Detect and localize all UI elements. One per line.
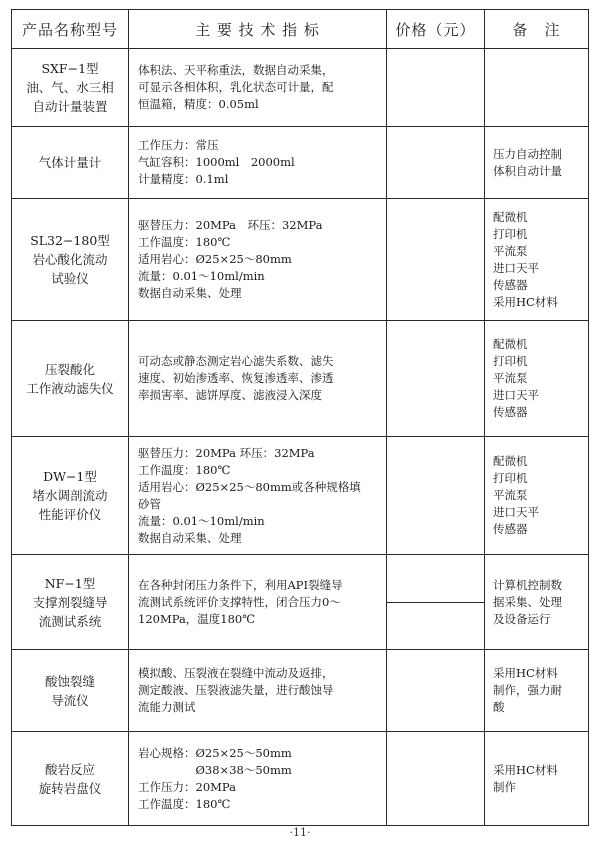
remarks-cell bbox=[485, 555, 589, 650]
product-name-cell bbox=[12, 650, 129, 732]
product-name-cell-line: 工作液动滤失仪 bbox=[26, 380, 114, 396]
header-product-name: 产品名称型号 bbox=[12, 10, 129, 49]
remarks-cell-line: 据采集、处理 bbox=[493, 594, 562, 609]
remarks-cell-line: 酸 bbox=[493, 700, 505, 714]
product-name-cell bbox=[12, 199, 129, 321]
specification-cell bbox=[129, 732, 387, 826]
product-name-cell-line: 油、气、水三相 bbox=[26, 80, 114, 95]
specification-cell-line: 在各种封闭压力条件下，利用API裂缝导 bbox=[138, 577, 343, 592]
table-row bbox=[12, 199, 589, 321]
remarks-cell-line: 体积自动计量 bbox=[493, 163, 562, 178]
product-name-cell-line: 旋转岩盘仪 bbox=[38, 780, 102, 796]
table-row bbox=[12, 437, 589, 555]
remarks-cell-line: 采用HC材料 bbox=[493, 294, 558, 309]
remarks-cell bbox=[485, 732, 589, 826]
remarks-cell-line: 打印机 bbox=[493, 226, 528, 241]
page-number: ·11· bbox=[289, 826, 311, 839]
specification-cell-line: 数据自动采集、处理 bbox=[138, 530, 242, 545]
remarks-cell-line: 打印机 bbox=[493, 354, 528, 368]
table-header-row bbox=[12, 10, 589, 49]
specification-cell-line: 工作温度：180℃ bbox=[138, 462, 231, 477]
remarks-cell-line: 配微机 bbox=[493, 337, 528, 351]
table-row bbox=[12, 321, 589, 437]
product-name-cell bbox=[12, 555, 129, 650]
price-cell bbox=[387, 650, 485, 732]
specification-cell-line: 计量精度：0.1ml bbox=[138, 172, 229, 186]
header-specifications: 主 要 技 术 指 标 bbox=[129, 10, 387, 49]
header-remarks: 备 注 bbox=[485, 10, 589, 49]
specification-cell bbox=[129, 321, 387, 437]
header-price: 价格（元） bbox=[387, 10, 485, 49]
remarks-cell-line: 传感器 bbox=[493, 522, 528, 536]
product-name-cell bbox=[12, 732, 129, 826]
remarks-cell-line: 打印机 bbox=[493, 471, 528, 485]
product-name-cell-line: 气体计量计 bbox=[38, 155, 102, 170]
specification-cell-line: 岩心规格：Ø25×25～50mm bbox=[138, 745, 292, 760]
price-cell-divided bbox=[387, 555, 484, 649]
product-name-cell bbox=[12, 437, 129, 555]
specification-cell-line: 驱替压力：20MPa 环压：32MPa bbox=[138, 218, 323, 232]
specification-cell-line: 速度、初始渗透率、恢复渗透率、渗透 bbox=[138, 371, 334, 385]
specification-cell-line: 率损害率、滤饼厚度、滤液浸入深度 bbox=[138, 388, 322, 402]
remarks-cell-line: 进口天平 bbox=[493, 505, 539, 519]
remarks-cell-line: 传感器 bbox=[493, 405, 528, 419]
specification-cell-line: 气缸容积：1000ml 2000ml bbox=[138, 155, 295, 169]
price-cell bbox=[387, 127, 485, 199]
specification-cell-line: 工作压力：20MPa bbox=[138, 779, 236, 794]
table-row bbox=[12, 732, 589, 826]
specification-cell-line: 数据自动采集、处理 bbox=[138, 286, 242, 300]
product-name-cell-line: 压裂酸化 bbox=[44, 361, 95, 377]
specification-cell-line: 流量：0.01～10ml/min bbox=[138, 269, 265, 283]
specification-cell-line: 工作温度：180℃ bbox=[138, 235, 231, 249]
price-subcell bbox=[387, 602, 484, 650]
specification-cell-line: 流能力测试 bbox=[138, 700, 196, 714]
specification-cell-line: 流量：0.01～10ml/min bbox=[138, 513, 265, 528]
product-name-cell bbox=[12, 49, 129, 127]
product-name-cell bbox=[12, 127, 129, 199]
product-name-cell-line: DW−1型 bbox=[43, 469, 97, 484]
specification-cell bbox=[129, 650, 387, 732]
specification-cell-line: 工作温度：180℃ bbox=[138, 796, 231, 811]
specification-cell bbox=[129, 199, 387, 321]
specification-cell-line: 恒温箱，精度：0.05ml bbox=[138, 97, 259, 111]
product-name-cell-line: 试验仪 bbox=[51, 271, 89, 286]
table-row bbox=[12, 555, 589, 650]
specification-cell-line: 工作压力：常压 bbox=[138, 138, 219, 152]
specification-cell-line: 流测试系统评价支撑特性，闭合压力0～ bbox=[138, 594, 341, 609]
product-name-cell-line: 酸蚀裂缝 bbox=[44, 673, 95, 689]
remarks-cell bbox=[485, 199, 589, 321]
remarks-cell-line: 进口天平 bbox=[493, 260, 539, 275]
product-name-cell-line: 岩心酸化流动 bbox=[32, 252, 108, 267]
remarks-cell-line: 采用HC材料 bbox=[493, 666, 558, 680]
remarks-cell-line: 压力自动控制 bbox=[493, 146, 562, 161]
price-subcell bbox=[387, 555, 484, 602]
product-name-cell-line: 流测试系统 bbox=[38, 613, 102, 629]
specification-cell-line: 可动态或静态测定岩心滤失系数、滤失 bbox=[138, 354, 334, 368]
specification-cell-line: 可显示各相体积，乳化状态可计量，配 bbox=[138, 80, 334, 94]
price-cell bbox=[387, 49, 485, 127]
remarks-cell-line: 及设备运行 bbox=[493, 611, 551, 626]
remarks-cell-line: 进口天平 bbox=[493, 388, 539, 402]
remarks-cell-line: 平流泵 bbox=[493, 488, 528, 502]
specification-cell-line: 砂管 bbox=[138, 496, 161, 511]
remarks-cell bbox=[485, 650, 589, 732]
remarks-cell bbox=[485, 49, 589, 127]
specification-cell-line: 适用岩心：Ø25×25～80mm或各种规格填 bbox=[138, 479, 361, 494]
specification-cell-line: 测定酸液、压裂液滤失量，进行酸蚀导 bbox=[138, 683, 334, 697]
remarks-cell-line: 计算机控制数 bbox=[493, 577, 562, 592]
remarks-cell-line: 采用HC材料 bbox=[493, 762, 558, 777]
remarks-cell-line: 制作，强力耐 bbox=[493, 683, 562, 697]
product-name-cell-line: 酸岩反应 bbox=[44, 761, 95, 777]
specification-cell-line: 体积法、天平称重法，数据自动采集， bbox=[138, 63, 334, 77]
specification-cell-line: 120MPa，温度180℃ bbox=[138, 611, 256, 626]
specification-cell bbox=[129, 49, 387, 127]
remarks-cell-line: 制作 bbox=[493, 779, 516, 794]
specification-cell-line: 驱替压力：20MPa 环压：32MPa bbox=[138, 445, 315, 460]
remarks-cell-line: 传感器 bbox=[493, 277, 528, 292]
specification-cell-line: 模拟酸、压裂液在裂缝中流动及返排， bbox=[138, 666, 334, 680]
specification-cell bbox=[129, 127, 387, 199]
product-name-cell bbox=[12, 321, 129, 437]
specification-cell-line: Ø38×38～50mm bbox=[138, 762, 292, 777]
product-name-cell-line: SL32−180型 bbox=[30, 233, 110, 248]
price-cell bbox=[387, 732, 485, 826]
product-name-cell-line: 堵水调剖流动 bbox=[32, 488, 108, 503]
remarks-cell bbox=[485, 437, 589, 555]
product-name-cell-line: 性能评价仪 bbox=[38, 507, 102, 522]
remarks-cell-line: 平流泵 bbox=[493, 243, 528, 258]
table-row bbox=[12, 650, 589, 732]
product-name-cell-line: 自动计量装置 bbox=[32, 99, 108, 114]
product-name-cell-line: SXF−1型 bbox=[41, 61, 99, 76]
remarks-cell bbox=[485, 321, 589, 437]
table-body bbox=[12, 49, 589, 826]
product-name-cell-line: 支撑剂裂缝导 bbox=[32, 594, 108, 610]
price-cell bbox=[387, 321, 485, 437]
price-cell bbox=[387, 555, 485, 650]
specification-cell bbox=[129, 555, 387, 650]
remarks-cell bbox=[485, 127, 589, 199]
product-name-cell-line: NF−1型 bbox=[44, 575, 96, 591]
specification-cell-line: 适用岩心：Ø25×25～80mm bbox=[138, 252, 292, 266]
price-cell bbox=[387, 437, 485, 555]
product-spec-table bbox=[11, 9, 589, 826]
table-row bbox=[12, 49, 589, 127]
remarks-cell-line: 平流泵 bbox=[493, 371, 528, 385]
remarks-cell-line: 配微机 bbox=[493, 454, 528, 468]
price-cell bbox=[387, 199, 485, 321]
table-row bbox=[12, 127, 589, 199]
remarks-cell-line: 配微机 bbox=[493, 209, 528, 224]
product-name-cell-line: 导流仪 bbox=[51, 692, 89, 708]
specification-cell bbox=[129, 437, 387, 555]
